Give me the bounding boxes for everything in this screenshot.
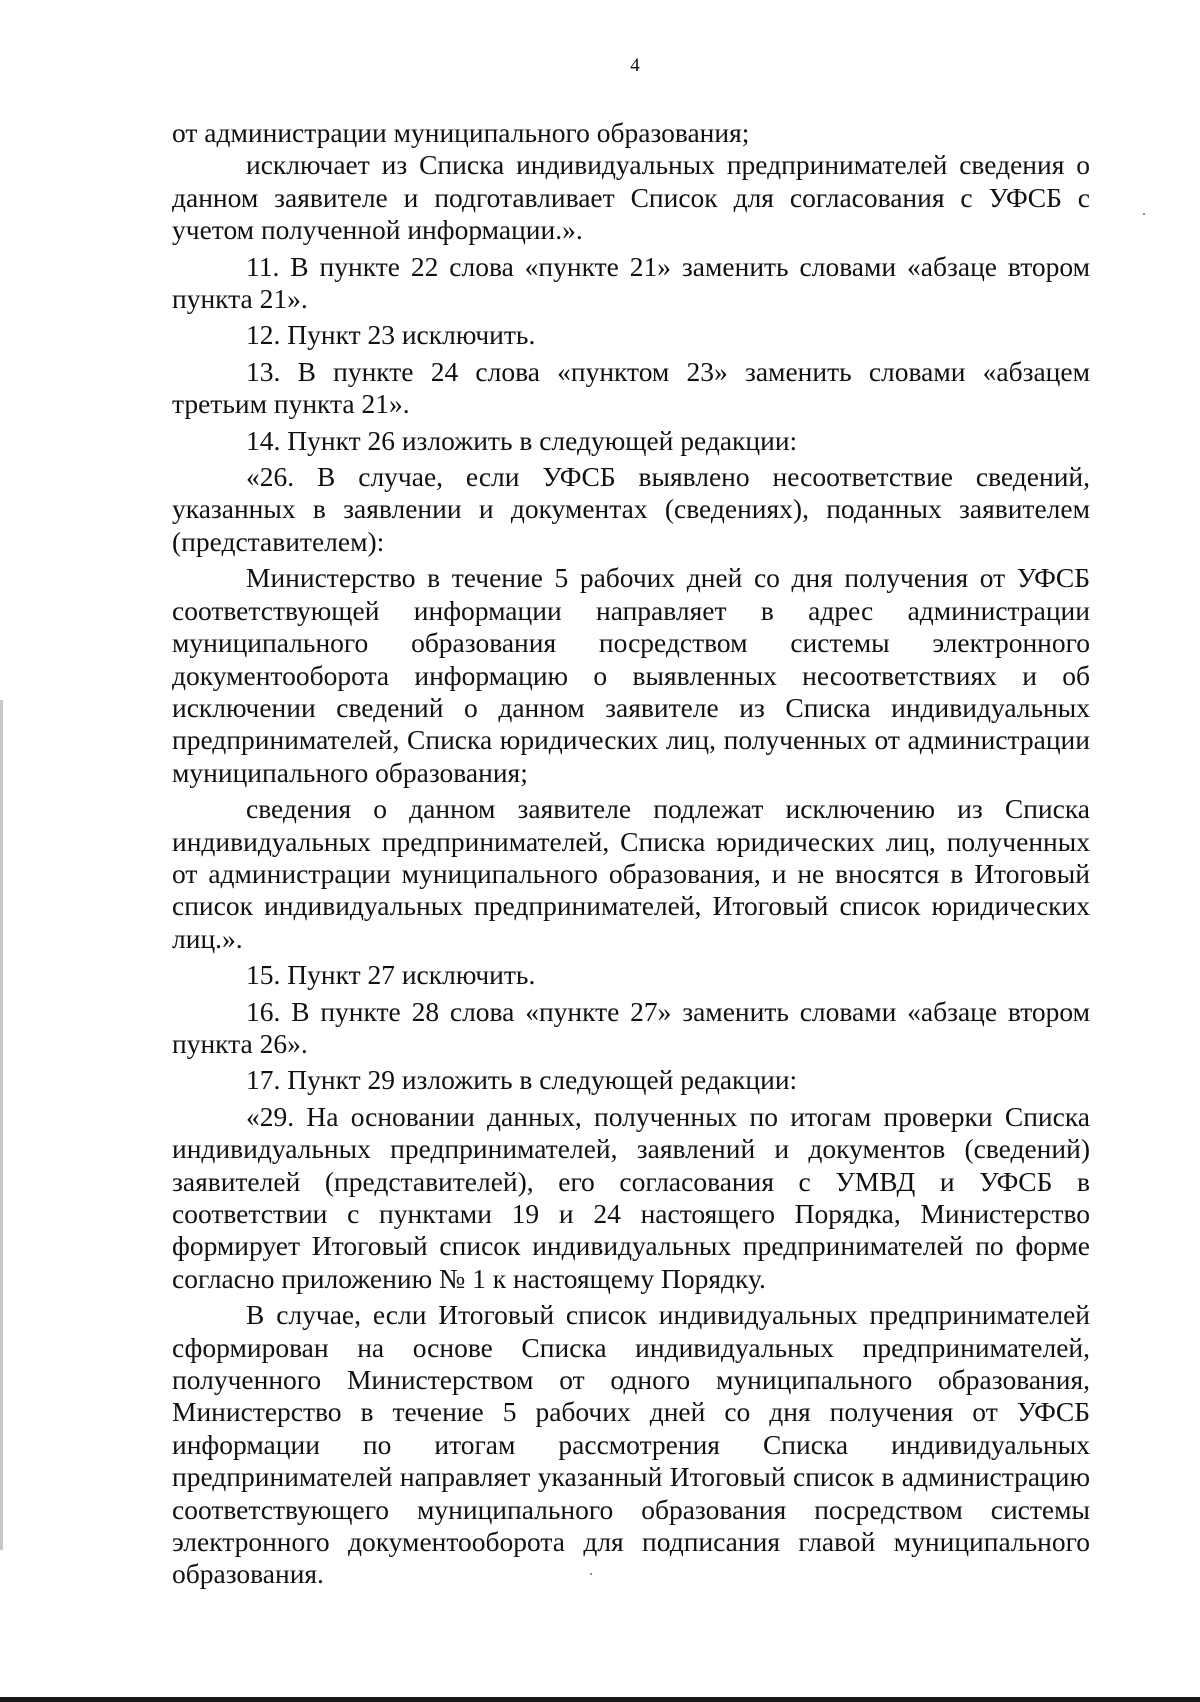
paragraph: 14. Пункт 26 изложить в следующей редакции:	[246, 424, 798, 456]
paragraph: 15. Пункт 27 исключить.	[246, 959, 536, 991]
page-number: 4	[630, 55, 640, 76]
paragraph: 12. Пункт 23 исключить.	[246, 319, 536, 351]
paragraph: исключает из Списка индивидуальных предпринимателей сведения о данном заявителе и подготавливает Список для согласования с УФСБ с учетом полученной информации.».	[172, 149, 1090, 246]
scan-speck	[590, 1573, 592, 1575]
paragraph: «29. На основании данных, полученных по итогам проверки Списка индивидуальных предпринимателей, заявлений и документов (сведений) заявителей (представителей), его согласования с УМВД и УФСБ в соответствии с пунктами 19 и 24 настоящего Порядка, Министерство формирует Итоговый список индивидуальных предпринимателей по форме согласно приложению № 1 к настоящему Порядку.	[172, 1100, 1090, 1294]
scan-left-edge	[0, 700, 3, 1550]
paragraph: В случае, если Итоговый список индивидуальных предпринимателей сформирован на основе Списка индивидуальных предпринимателей, полученного Министерством от одного муниципального образования, Министерство в течение 5 рабочих дней со дня получения от УФСБ информации по итогам рассмотрения Списка индивидуальных предпринимателей направляет указанный Итоговый список в администрацию соответствующего муниципального образования посредством системы электронного документооборота для подписания главой муниципального образования.	[172, 1299, 1090, 1590]
paragraph: 17. Пункт 29 изложить в следующей редакции:	[246, 1064, 798, 1096]
paragraph: от администрации муниципального образования;	[172, 117, 750, 148]
paragraph: 11. В пункте 22 слова «пункте 21» заменить словами «абзаце втором пункта 21».	[172, 250, 1090, 315]
paragraph: сведения о данном заявителе подлежат исключению из Списка индивидуальных предпринимателей, Списка юридических лиц, полученных от администрации муниципального образования, и не вносятся в Итоговый список индивидуальных предпринимателей, Итоговый список юридических лиц.».	[172, 793, 1090, 954]
paragraph: 16. В пункте 28 слова «пункте 27» заменить словами «абзаце втором пункта 26».	[172, 995, 1090, 1059]
scan-speck	[1143, 213, 1145, 215]
paragraph: Министерство в течение 5 рабочих дней со дня получения от УФСБ соответствующей информации направляет в адрес администрации муниципального образования посредством системы электронного документооборота информацию о выявленных несоответствиях и об исключении сведений о данном заявителе из Списка индивидуальных предпринимателей, Списка юридических лиц, полученных от администрации муниципального образования;	[172, 562, 1090, 788]
paragraph: 13. В пункте 24 слова «пунктом 23» заменить словами «абзацем третьим пункта 21».	[172, 355, 1090, 420]
paragraph: «26. В случае, если УФСБ выявлено несоответствие сведений, указанных в заявлении и документах (сведениях), поданных заявителем (представителем):	[172, 461, 1090, 557]
scan-bottom-edge	[0, 1697, 1200, 1702]
document-body	[172, 117, 1090, 1591]
